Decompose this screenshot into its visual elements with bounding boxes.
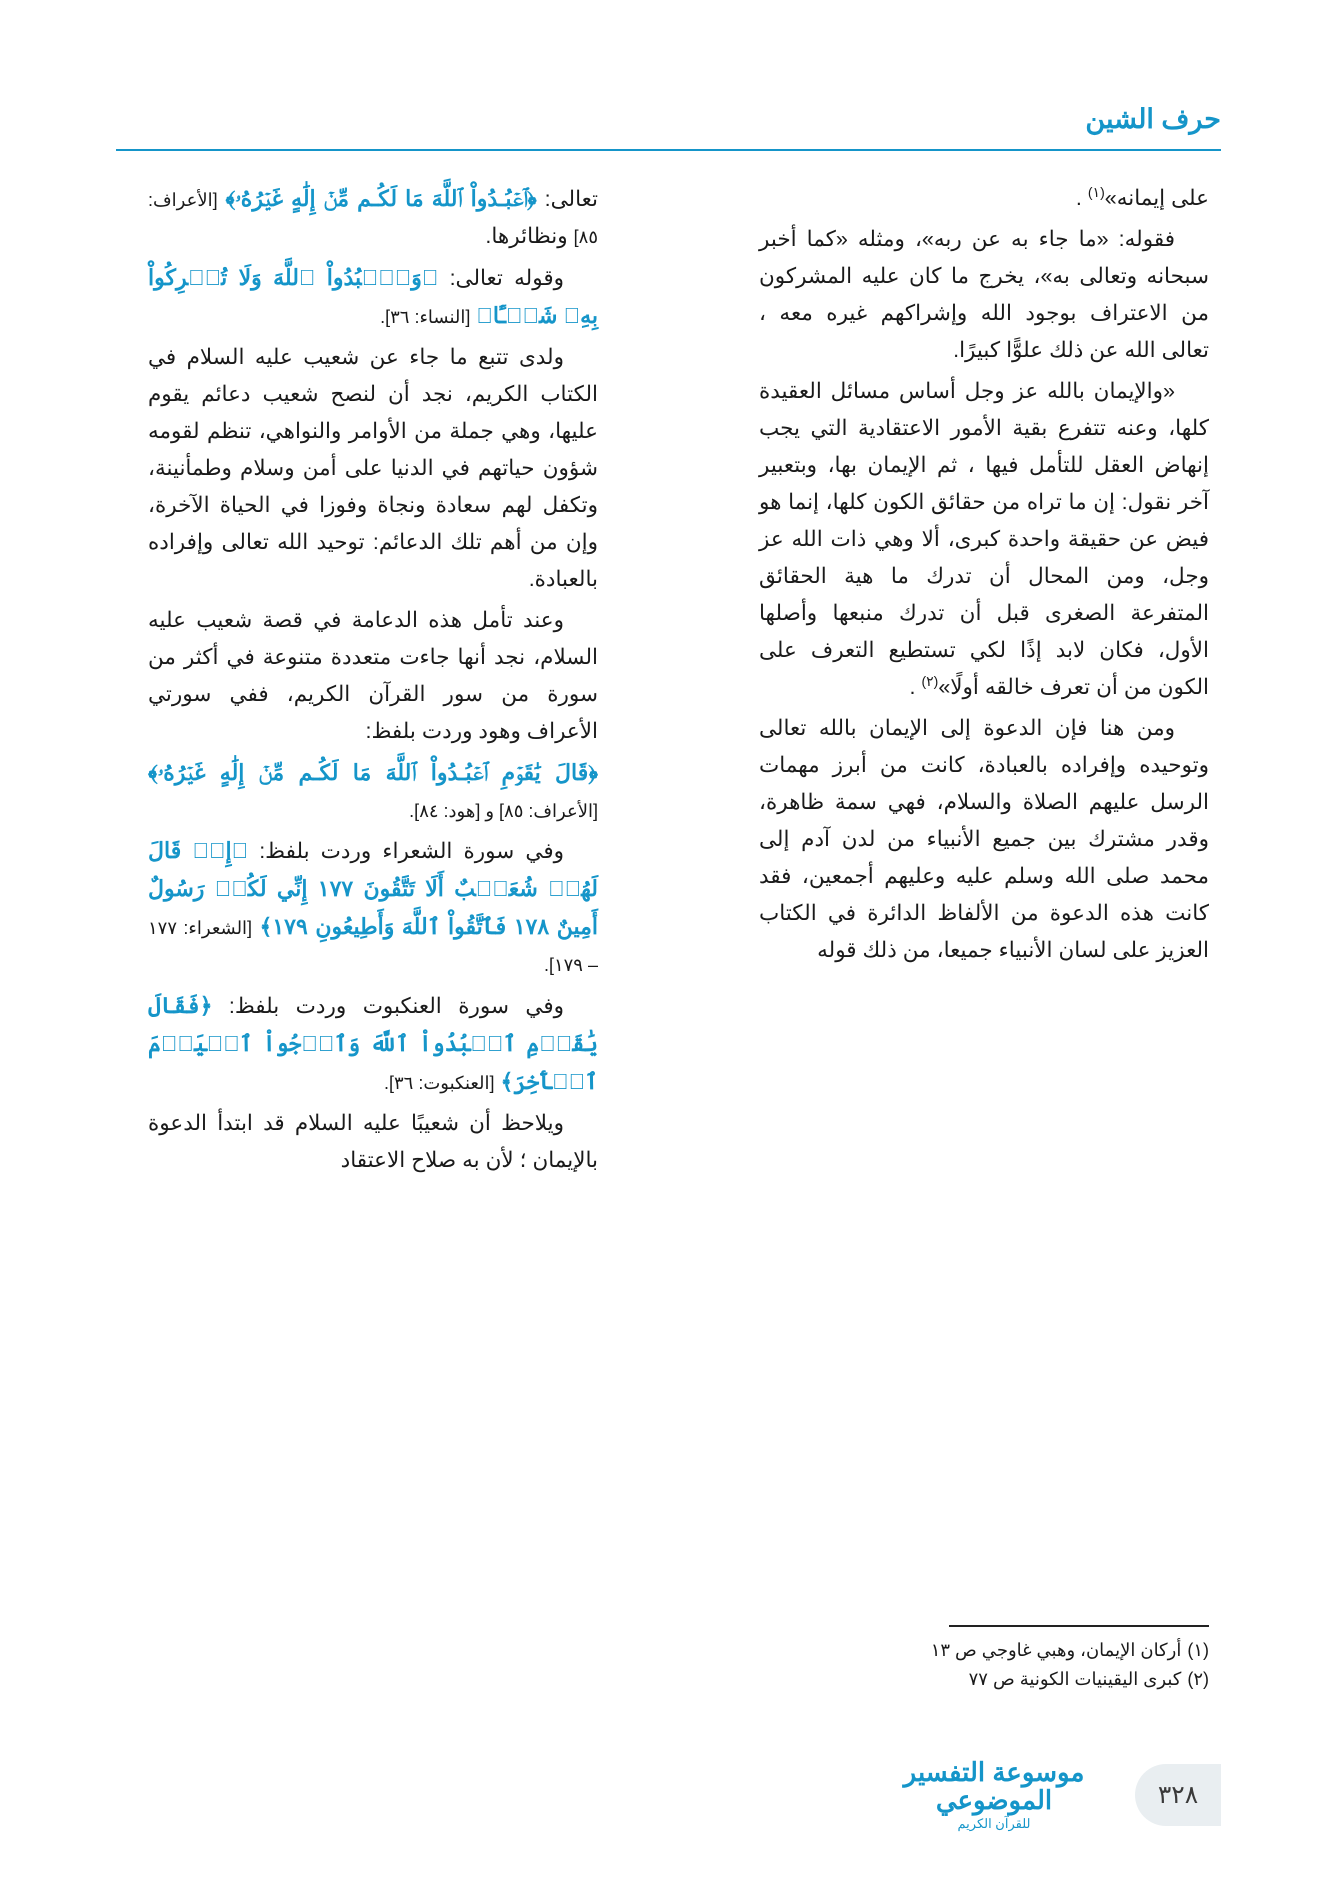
quran-verse: ﴿فَقَالَ يَٰقَوۡمِ ٱعۡبُدُواْ ٱللَّهَ وَٱرۡجُواْ ٱلۡيَوۡمَ ٱلۡأٓخِرَ﴾ [148, 993, 598, 1095]
lead-text: وفي سورة الشعراء وردت بلفظ: [259, 839, 564, 864]
quran-paragraph [148, 987, 598, 1101]
verse-reference: [الأعراف: ٨٥] و [هود: ٨٤]. [409, 800, 598, 821]
footnote-divider [949, 1625, 1209, 1627]
header-divider [116, 149, 1221, 151]
quran-verse: ﴿إِذۡ قَالَ لَهُمۡ شُعَيۡبٌ أَلَا تَتَّقُونَ ١٧٧ إِنِّي لَكُمۡ رَسُولٌ أَمِينٌ ١٧٨ فَٱتَّقُواْ ٱللَّهَ وَأَطِيعُونِ ١٧٩﴾ [148, 838, 599, 940]
quran-paragraph [148, 754, 598, 829]
publisher-logo [864, 1758, 1124, 1832]
paragraph [759, 180, 1209, 217]
paragraph [148, 1105, 598, 1179]
text-column-left [148, 180, 598, 1183]
footnote-item [759, 1637, 1209, 1665]
quran-paragraph [148, 180, 598, 255]
paragraph-text: على إيمانه» [1104, 186, 1209, 211]
verse-reference: [النساء: ٣٦]. [380, 306, 471, 327]
footnote-marker: (٢) [921, 672, 939, 689]
paragraph-text: ولدى تتبع ما جاء عن شعيب عليه السلام في الكتاب الكريم، نجد أن لنصح شعيب دعائم يقوم عليها، وهي جملة من الأوامر والنواهي، تنظم لقومه شؤون حياتهم في الدنيا على أمن وسلام وطمأنينة، وتكفل لهم سعادة ونجاة وفوزا في الحياة الآخرة، وإن من أهم تلك الدعائم: توحيد الله تعالى وإفراده بالعبادة. [148, 344, 598, 591]
footnote-number: (٢) [1187, 1669, 1209, 1690]
page-header [116, 104, 1221, 162]
paragraph-tail: . [1075, 186, 1088, 211]
quran-paragraph [148, 259, 598, 335]
verse-reference: [العنكبوت: ٣٦]. [383, 1073, 495, 1094]
page-footer [0, 1744, 1339, 1834]
verse-reference: [الأعراف: ٨٥] [148, 190, 598, 247]
verse-reference: [الشعراء: ١٧٧ – ١٧٩]. [148, 918, 598, 976]
paragraph-text: فقوله: «ما جاء به عن ربه»، ومثله «كما أخبر سبحانه وتعالى به»، يخرج ما كان عليه المشركون من الاعتراف بوجود الله وإشراكهم غيره معه ، تعالى الله عن ذلك علوًّا كبيرًا. [759, 227, 1209, 363]
footnote-text: كبرى اليقينيات الكونية ص ٧٧ [968, 1669, 1182, 1690]
quran-verse: ﴿ٱعۡبُـدُواْ ٱللَّهَ مَا لَكُـم مِّنۡ إِلَٰهٍ غَيۡرُهُۥ﴾ [225, 186, 537, 211]
logo-subtitle: للقرآن الكريم [957, 1816, 1031, 1831]
paragraph-text: ومن هنا فإن الدعوة إلى الإيمان بالله تعالى وتوحيده وإفراده بالعبادة، كانت من أبرز مهمات الرسل عليهم الصلاة والسلام، فهي سمة ظاهرة، وقدر مشترك بين جميع الأنبياء من لدن آدم إلى محمد صلى الله وسلم عليه وعليهم أجمعين، فقد كانت هذه الدعوة من الألفاظ الدائرة في الكتاب العزيز على لسان الأنبياء جميعا، من ذلك قوله [759, 715, 1209, 962]
quran-paragraph [148, 832, 598, 983]
lead-text: وفي سورة العنكبوت وردت بلفظ: [228, 994, 564, 1019]
paragraph [148, 339, 598, 598]
paragraph [759, 710, 1209, 969]
paragraph [759, 373, 1209, 706]
paragraph-text: وعند تأمل هذه الدعامة في قصة شعيب عليه السلام، نجد أنها جاءت متعددة متنوعة في أكثر من سورة من سور القرآن الكريم، ففي سورتي الأعراف وهود وردت بلفظ: [148, 607, 598, 743]
footnote-number: (١) [1187, 1639, 1209, 1660]
paragraph-text: «والإيمان بالله عز وجل أساس مسائل العقيدة كلها، وعنه تتفرع بقية الأمور الاعتقادية التي يجب إنهاض العقل للتأمل فيها ، ثم الإيمان بها، وبتعبير آخر نقول: إن ما تراه من حقائق الكون كلها، إنما هو فيض عن حقيقة واحدة كبرى، ألا وهي ذات الله عز وجل، ومن المحال أن تدرك ما هية الحقائق المتفرعة الصغرى قبل أن تدرك منبعها وأصلها الأول، فكان لابد إذًا لكي تستطيع التعرف على الكون من أن تعرف خالقه أولًا» [759, 379, 1209, 699]
paragraph [759, 221, 1209, 369]
footnote-item [759, 1666, 1209, 1694]
paragraph-text: ويلاحظ أن شعيبًا عليه السلام قد ابتدأ الدعوة بالإيمان ؛ لأن به صلاح الاعتقاد [148, 1111, 598, 1173]
lead-text: وقوله تعالى: [449, 265, 564, 290]
footnote-marker: (١) [1087, 184, 1105, 200]
quran-verse: ﴿قَالَ يَٰقَوۡمِ ٱعۡبُـدُواْ ٱللَّهَ مَا لَكُـم مِّنۡ إِلَٰهٍ غَيۡرُهُۥ﴾ [148, 759, 598, 785]
paragraph [148, 602, 598, 750]
paragraph-tail: . [909, 674, 922, 699]
chapter-title: حرف الشين [1085, 104, 1221, 134]
footnote-text: أركان الإيمان، وهبي غاوجي ص ١٣ [930, 1639, 1182, 1660]
page-number: ٣٢٨ [1135, 1764, 1221, 1826]
footnotes-block [759, 1625, 1209, 1696]
logo-title: موسوعة التفسير الموضوعي [903, 1756, 1085, 1816]
trailing-text: ونظائرها. [485, 223, 568, 248]
text-column-right [759, 180, 1209, 973]
quran-verse: ﴿وَٱعۡبُدُواْ ٱللَّهَ وَلَا تُشۡرِكُواْ بِهِۦ شَيۡـًٔا﴾ [148, 264, 598, 328]
lead-text: تعالى: [544, 187, 599, 211]
